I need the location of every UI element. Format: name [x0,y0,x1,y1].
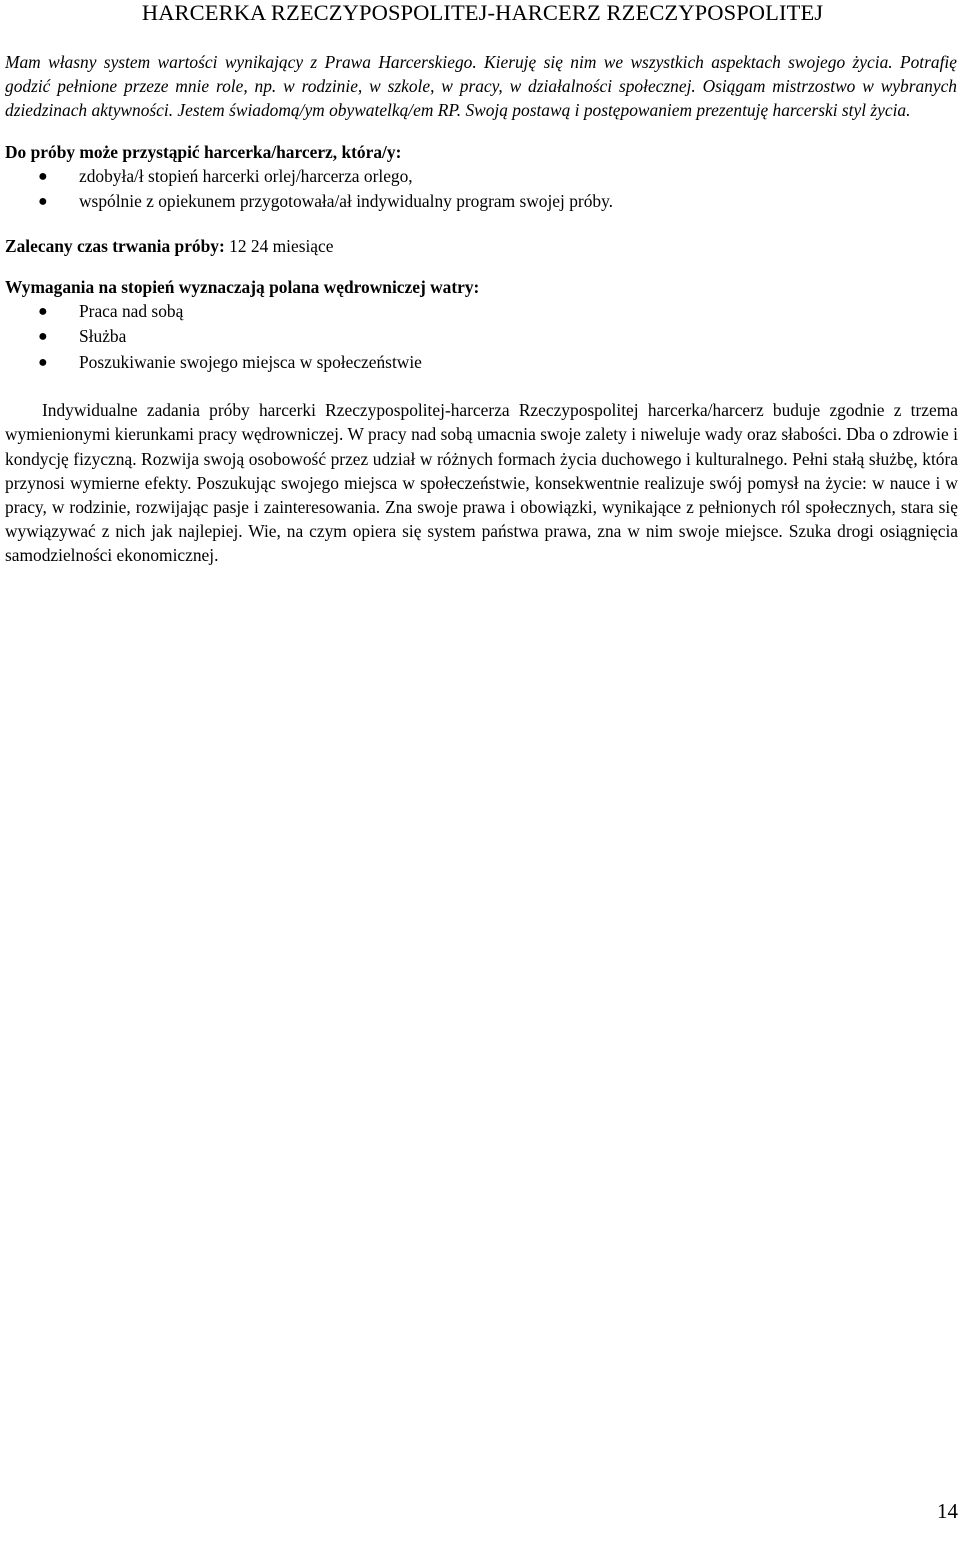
list-item [5,164,960,190]
list-item-text: wspólnie z opiekunem przygotowała/ał indywidualny program swojej próby. [79,191,613,212]
requirements-section [5,275,960,376]
document-title: HARCERKA RZECZYPOSPOLITEJ-HARCERZ RZECZYPOSPOLITEJ [141,0,824,25]
page-number: 14 [937,1499,958,1523]
duration-value: 12 24 miesiące [229,235,334,256]
eligibility-heading [5,140,960,164]
bullet-icon: ● [38,353,48,371]
list-item-text: zdobyła/ł stopień harcerki orlej/harcerza orlego, [79,165,413,186]
list-item [5,324,960,350]
eligibility-heading-label: Do próby może przystąpić harcerka/harcerz, która/y: [5,141,402,162]
intro-paragraph: Mam własny system wartości wynikający z Prawa Harcerskiego. Kieruję się nim we wszystkich aspektach swojego życia. Potrafię godzić pełnione przeze mnie role, np. w rodzinie, w szkole, w pracy, w działalności społecznej. Osiągam mistrzostwo w wybranych dziedzinach aktywności. Jestem świadomą/ym obywatelką/em RP. Swoją postawą i postępowaniem prezentuję harcerski styl życia. [5,52,957,120]
requirements-heading [5,275,960,299]
list-item [5,350,960,376]
document-page [5,0,960,568]
requirements-heading-label: Wymagania na stopień wyznaczają polana wędrowniczej watry: [5,276,480,297]
bullet-icon: ● [38,328,48,346]
list-item-text: Poszukiwanie swojego miejsca w społeczeństwie [79,351,422,372]
bullet-icon: ● [38,167,48,185]
body-paragraph: Indywidualne zadania próby harcerki Rzeczypospolitej-harcerza Rzeczypospolitej harcerka/harcerz buduje zgodnie z trzema wymienionymi kierunkami pracy wędrowniczej. W pracy nad sobą umacnia swoje zalety i niweluje wady oraz słabości. Dba o zdrowie i kondycję fizyczną. Rozwija swoją osobowość przez udział w różnych formach życia duchowego i kulturalnego. Pełni stałą służbę, która przynosi wymierne efekty. Poszukując swojego miejsca w społeczeństwie, konsekwentnie realizuje swój pomysł na życie: w nauce i w pracy, w rodzinie, rozwijając pasje i zainteresowania. Zna swoje prawa i obowiązki, wynikające z pełnionych ról społecznych, stara się wywiązywać z nich jak najlepiej. Wie, na czym opiera się system państwa prawa, zna w nim swoje miejsce. Szuka drogi osiągnięcia samodzielności ekonomicznej. [5,400,958,566]
list-item [5,299,960,325]
duration-label: Zalecany czas trwania próby: [5,235,225,256]
duration-section [5,234,960,258]
eligibility-list [5,164,960,215]
eligibility-section [5,140,960,215]
bullet-icon: ● [38,193,48,211]
list-item-text: Praca nad sobą [79,300,184,321]
duration-line [5,234,960,258]
list-item-text: Służba [79,326,127,347]
list-item [5,189,960,215]
requirements-list [5,299,960,376]
bullet-icon: ● [38,302,48,320]
